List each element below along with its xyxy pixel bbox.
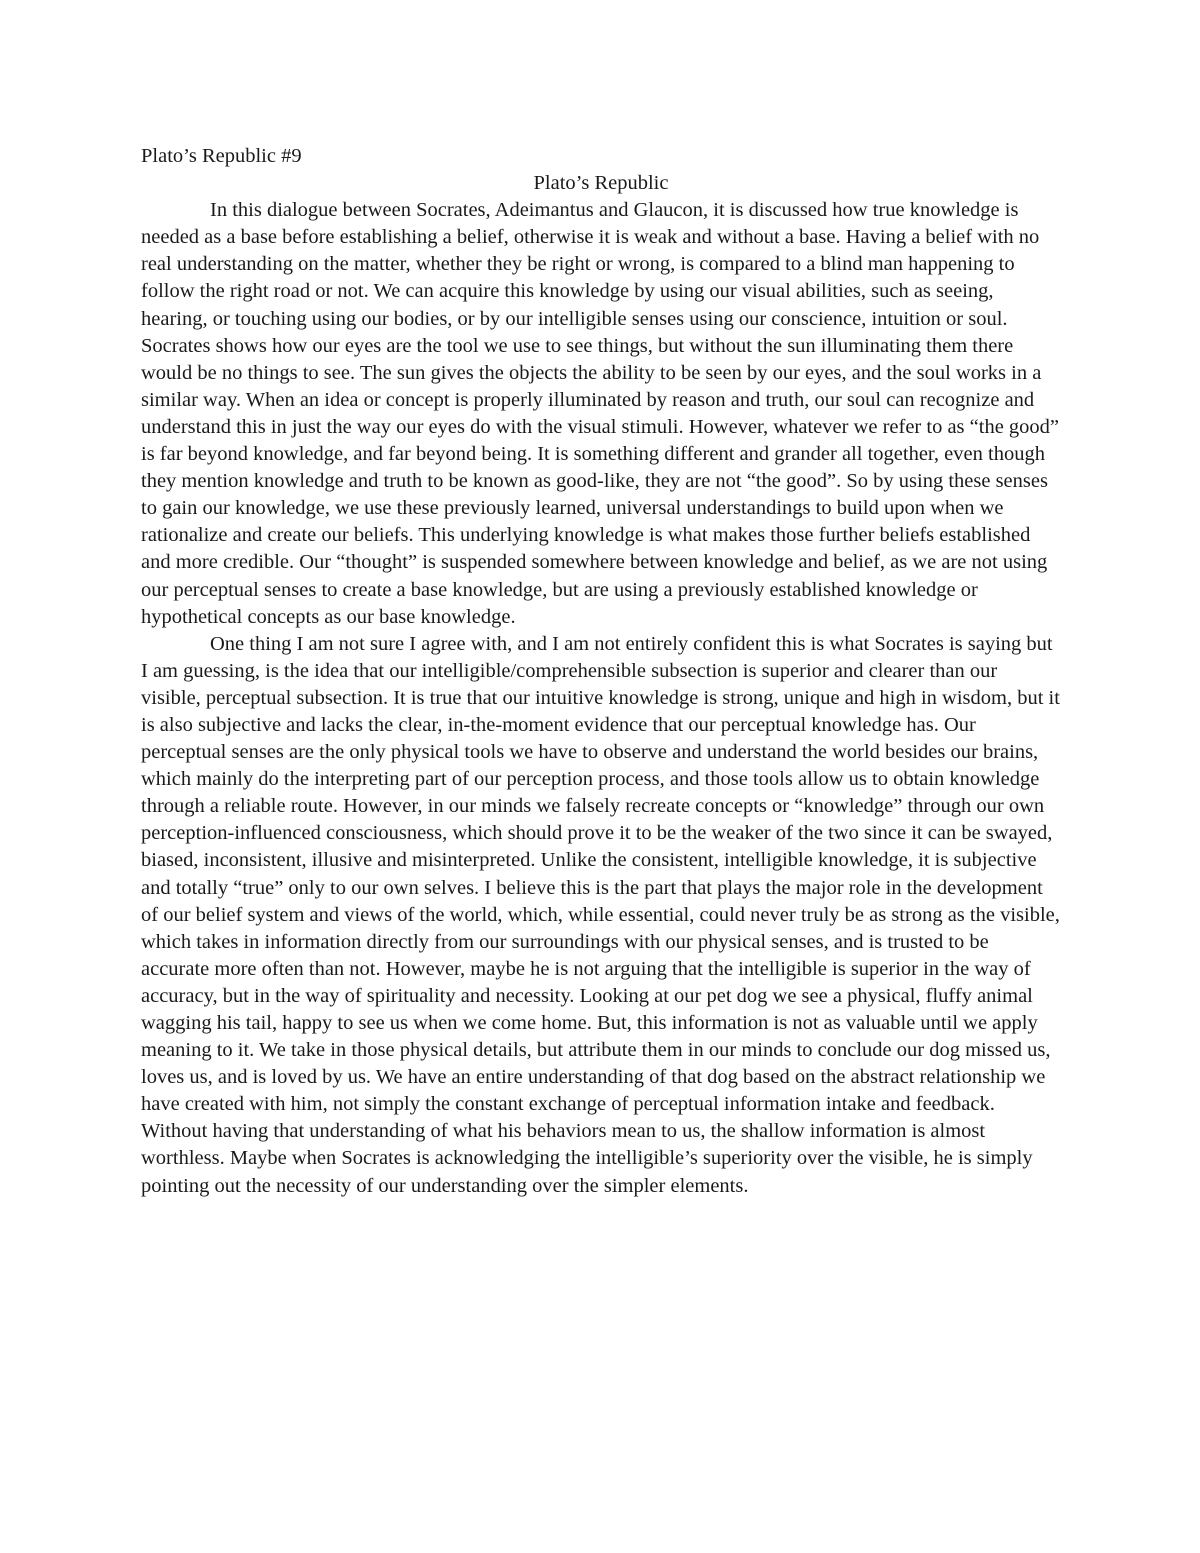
document-header: Plato’s Republic #9 bbox=[141, 145, 302, 167]
paragraph-2: One thing I am not sure I agree with, and I am not entirely confident this is what Socrates is saying but I am guessing, is the idea that our intelligible/comprehensible subsection is superior and clearer than our visible, perceptual subsection. It is true that our intuitive knowledge is strong, unique and high in wisdom, but it is also subjective and lacks the clear, in-the-moment evidence that our perceptual knowledge has. Our perceptual senses are the only physical tools we have to observe and understand the world besides our brains, which mainly do the interpreting part of our perception process, and those tools allow us to obtain knowledge through a reliable route. However, in our minds we falsely recreate concepts or “knowledge” through our own perception-influenced consciousness, which should prove it to be the weaker of the two since it can be swayed, biased, inconsistent, illusive and misinterpreted. Unlike the consistent, intelligible knowledge, it is subjective and totally “true” only to our own selves. I believe this is the part that plays the major role in the development of our belief system and views of the world, which, while essential, could never truly be as strong as the visible, which takes in information directly from our surroundings with our physical senses, and is trusted to be accurate more often than not. However, maybe he is not arguing that the intelligible is superior in the way of accuracy, but in the way of spirituality and necessity. Looking at our pet dog we see a physical, fluffy animal wagging his tail, happy to see us when we come home. But, this information is not as valuable until we apply meaning to it. We take in those physical details, but attribute them in our minds to conclude our dog missed us, loves us, and is loved by us. We have an entire understanding of that dog based on the abstract relationship we have created with him, not simply the constant exchange of perceptual information intake and feedback. Without having that understanding of what his behaviors mean to us, the shallow information is almost worthless. Maybe when Socrates is acknowledging the intelligible’s superiority over the visible, he is simply pointing out the necessity of our understanding over the simpler elements. bbox=[141, 632, 1060, 1197]
document-title: Plato’s Republic bbox=[533, 172, 669, 195]
document-body bbox=[141, 143, 1061, 1200]
paragraph-1: In this dialogue between Socrates, Adeimantus and Glaucon, it is discussed how true knowledge is needed as a base before establishing a belief, otherwise it is weak and without a base. Having a belief with no real understanding on the matter, whether they be right or wrong, is compared to a blind man happening to follow the right road or not. We can acquire this knowledge by using our visual abilities, such as seeing, hearing, or touching using our bodies, or by our intelligible senses using our conscience, intuition or soul. Socrates shows how our eyes are the tool we use to see things, but without the sun illuminating them there would be no things to see. The sun gives the objects the ability to be seen by our eyes, and the soul works in a similar way. When an idea or concept is properly illuminated by reason and truth, our soul can recognize and understand this in just the way our eyes do with the visual stimuli. However, whatever we refer to as “the good” is far beyond knowledge, and far beyond being. It is something different and grander all together, even though they mention knowledge and truth to be known as good-like, they are not “the good”. So by using these senses to gain our knowledge, we use these previously learned, universal understandings to build upon when we rationalize and create our beliefs. This underlying knowledge is what makes those further beliefs established and more credible. Our “thought” is suspended somewhere between knowledge and belief, as we are not using our perceptual senses to create a base knowledge, but are using a previously established knowledge or hypothetical concepts as our base knowledge. bbox=[141, 199, 1060, 628]
